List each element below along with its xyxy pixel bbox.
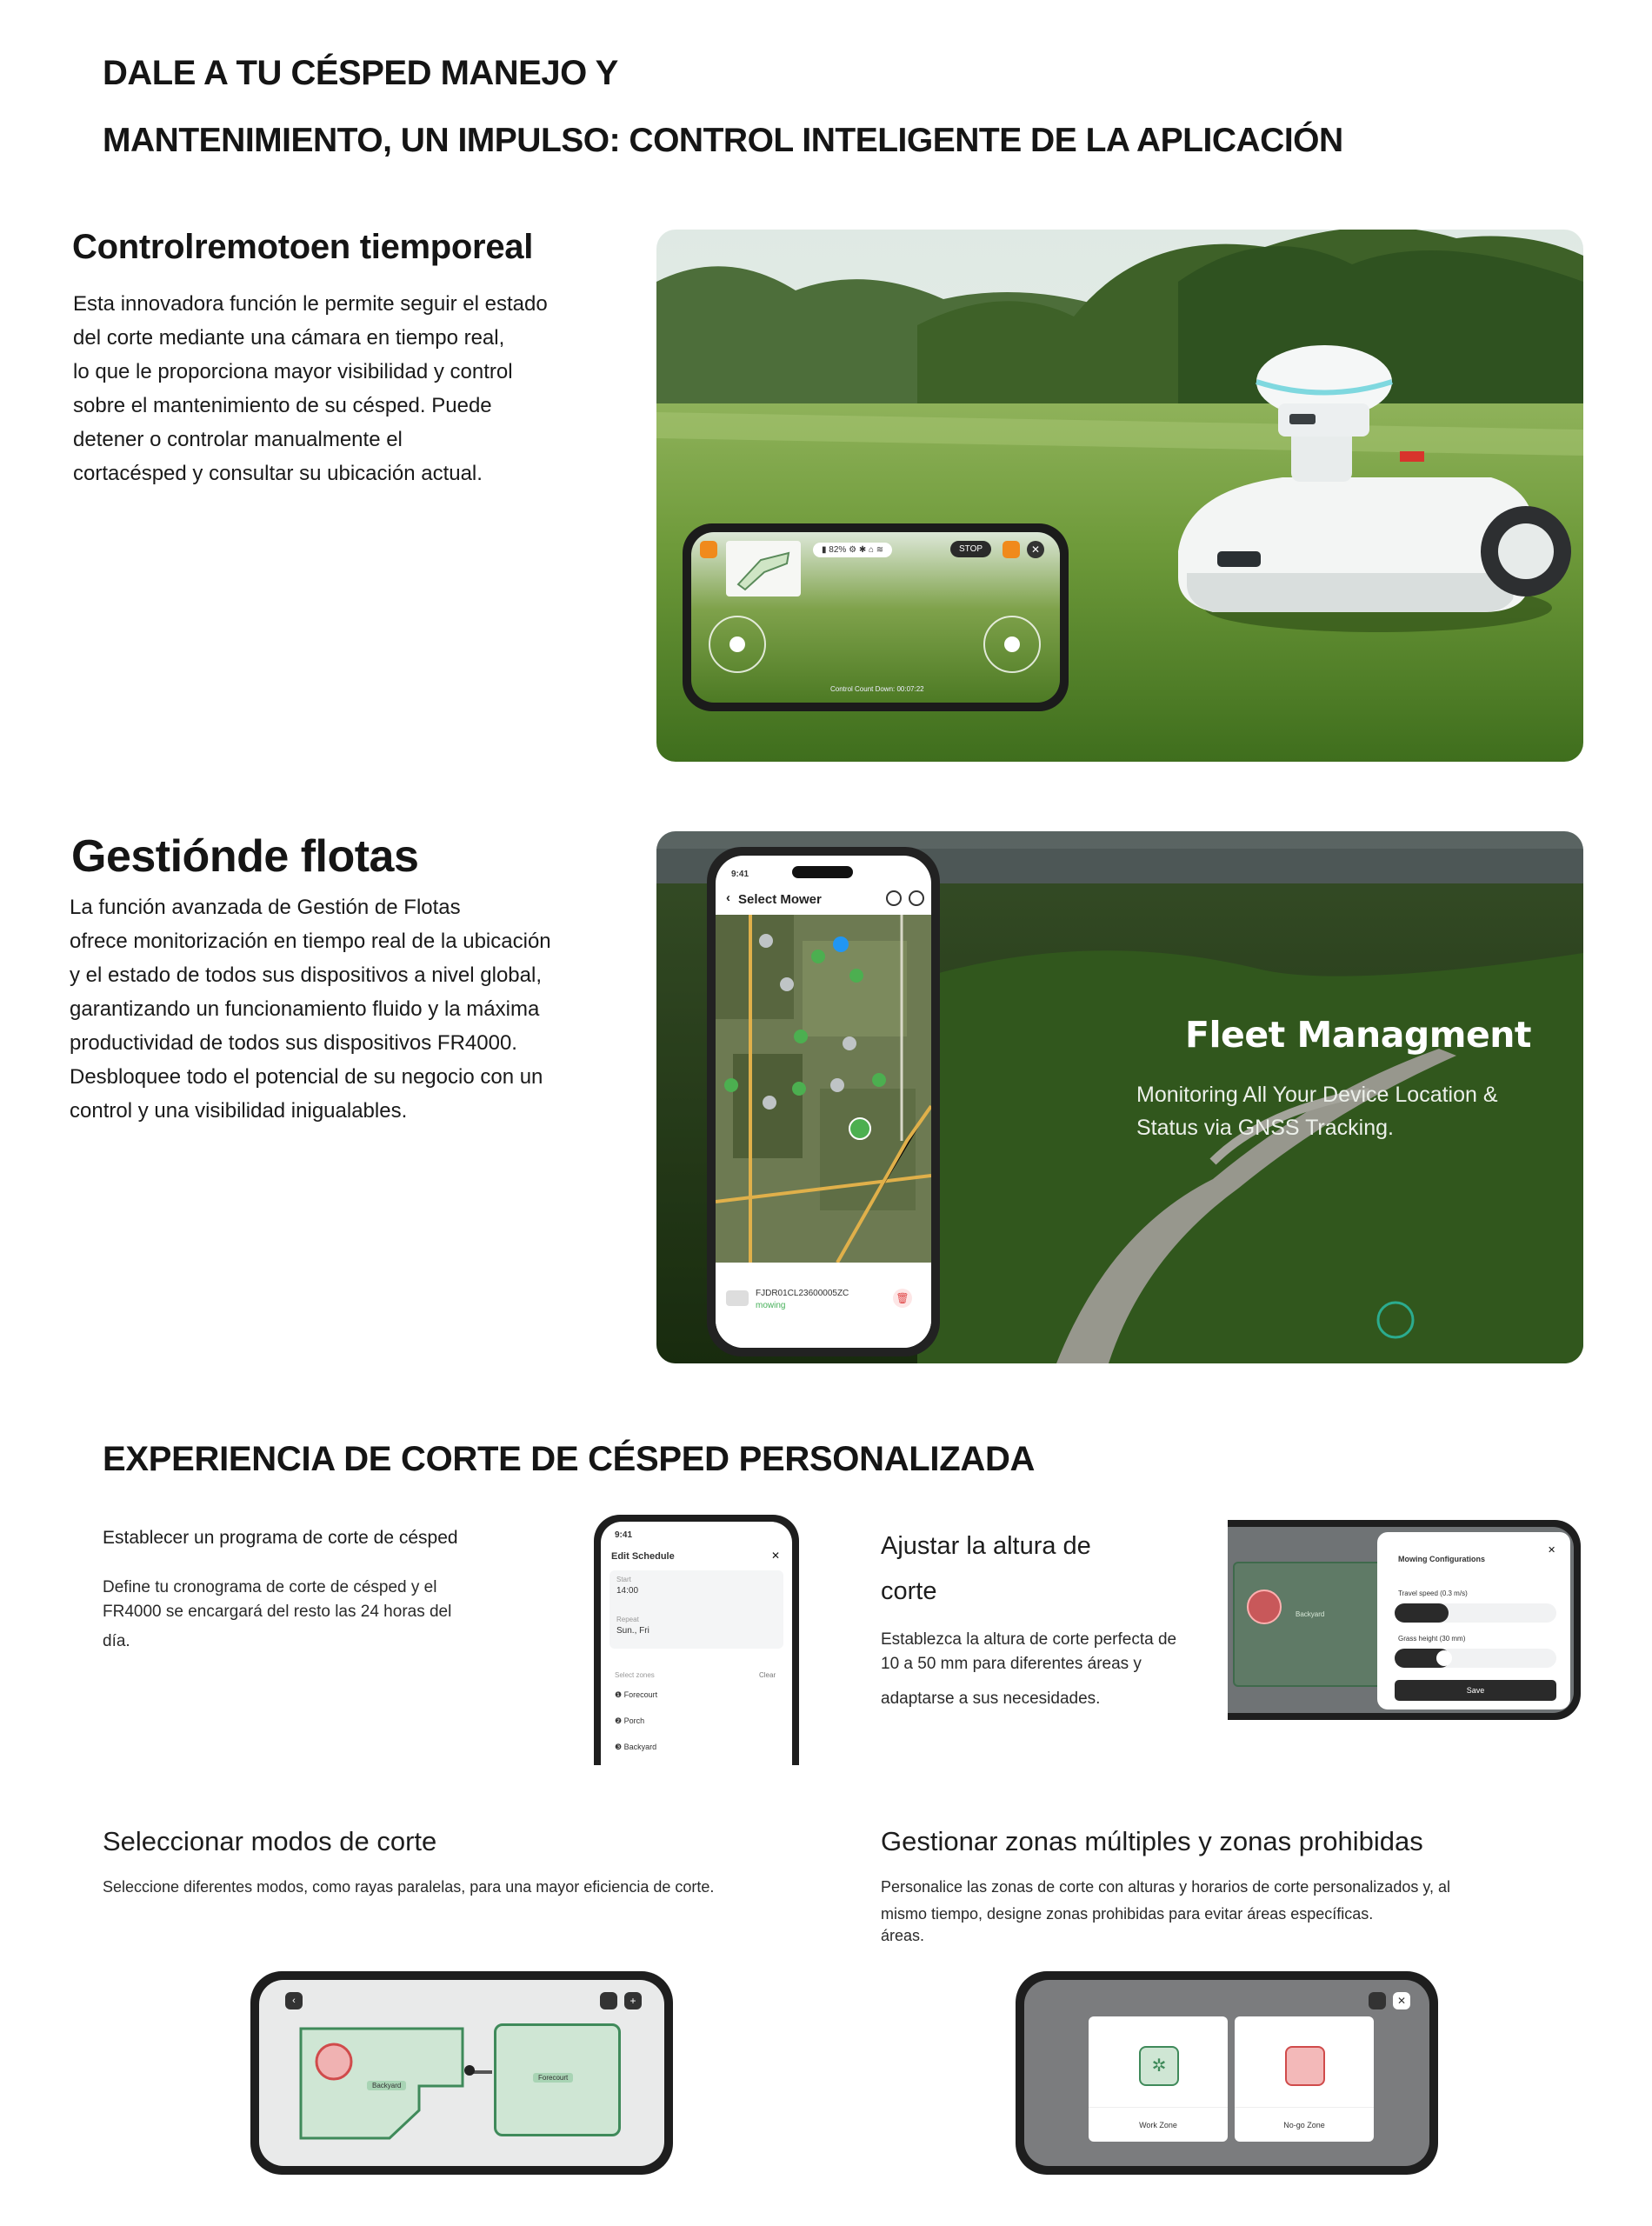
remote-line: sobre el mantenimiento de su césped. Puede (73, 394, 492, 417)
height-line: 10 a 50 mm para diferentes áreas y (881, 1655, 1142, 1673)
fleet-line: productividad de todos sus dispositivos FR4000. (70, 1031, 517, 1055)
settings-icon[interactable] (909, 890, 924, 906)
zones-line: mismo tiempo, designe zonas prohibidas para evitar áreas específicas. (881, 1905, 1374, 1923)
charging-station-icon (464, 2065, 475, 2076)
phone-time: 9:41 (615, 1530, 633, 1540)
zone-item[interactable]: ❷ Porch (615, 1716, 645, 1725)
mowing-config-panel (1377, 1532, 1570, 1709)
height-line: Establezca la altura de corte perfecta de (881, 1630, 1177, 1649)
fleet-title: Gestiónde flotas (71, 831, 419, 882)
select-mower-header: Select Mower (738, 892, 822, 907)
zones-label: Select zones (615, 1671, 655, 1679)
mower-photo (656, 230, 1583, 762)
countdown-status: Control Count Down: 00:07:22 (830, 685, 924, 693)
speed-option-selected[interactable] (1395, 1603, 1449, 1623)
header-line-2: MANTENIMIENTO, UN IMPULSO: CONTROL INTELIGENTE DE LA APLICACIÓN (103, 122, 1343, 159)
travel-speed-label: Travel speed (0.3 m/s) (1398, 1590, 1468, 1597)
close-icon[interactable]: ✕ (1027, 541, 1044, 558)
travel-speed-selector[interactable] (1395, 1603, 1556, 1623)
phone-time: 9:41 (731, 870, 749, 879)
zones-line: áreas. (881, 1927, 925, 1944)
work-zone-label: Work Zone (1139, 2121, 1177, 2129)
remote-description (73, 287, 612, 490)
schedule-form (610, 1570, 783, 1649)
remote-line: lo que le proporciona mayor visibilidad y control (73, 360, 513, 383)
fleet-image-sub-line: Status via GNSS Tracking. (1136, 1116, 1394, 1140)
clear-button[interactable]: Clear (759, 1671, 776, 1679)
remote-line: cortacésped y consultar su ubicación actual. (73, 462, 483, 485)
fleet-line: ofrece monitorización en tiempo real de la ubicación (70, 930, 551, 953)
back-icon[interactable]: ‹ (285, 1992, 303, 2009)
header-line-1: DALE A TU CÉSPED MANEJO Y (103, 54, 618, 92)
zones-description (881, 1874, 1542, 1949)
mini-map[interactable] (726, 541, 801, 596)
remote-title: Controlremotoen tiemporeal (72, 228, 534, 266)
close-icon[interactable]: ✕ (1393, 1992, 1410, 2009)
lawn-map[interactable] (1233, 1562, 1384, 1687)
remote-phone (683, 523, 1069, 711)
repeat-label: Repeat (616, 1616, 639, 1623)
modes-phone (250, 1971, 673, 2175)
fleet-line: control y una visibilidad inigualables. (70, 1099, 408, 1123)
forecourt-label: Forecourt (533, 2073, 573, 2083)
fleet-image-title: Fleet Managment (1185, 1014, 1532, 1056)
zones-line: Personalice las zonas de corte con alturas y horarios de corte personalizados y, al (881, 1878, 1451, 1896)
schedule-phone (594, 1515, 799, 1765)
close-icon[interactable]: ✕ (1548, 1545, 1556, 1556)
remote-line: detener o controlar manualmente el (73, 428, 403, 451)
remote-line: del corte mediante una cámara en tiempo real, (73, 326, 505, 350)
save-button[interactable]: Save (1395, 1680, 1556, 1701)
height-phone (1228, 1520, 1581, 1720)
modes-phone-screen (259, 1980, 664, 2166)
add-icon[interactable]: + (624, 1992, 642, 2009)
fleet-line: y el estado de todos sus dispositivos a nivel global, (70, 963, 542, 987)
backyard-zone[interactable] (297, 2023, 468, 2143)
height-title-line: corte (881, 1577, 937, 1605)
fleet-phone-screen (716, 856, 931, 1348)
zone-item[interactable]: ❸ Backyard (615, 1743, 657, 1751)
camera-icon[interactable] (1003, 541, 1020, 558)
delete-icon[interactable]: 🗑 (893, 1289, 912, 1308)
fleet-photo (656, 831, 1583, 1363)
fleet-line: La función avanzada de Gestión de Flotas (70, 896, 461, 919)
start-label: Start (616, 1576, 631, 1583)
mode-icon[interactable] (600, 1992, 617, 2009)
grass-height-label: Grass height (30 mm) (1398, 1635, 1466, 1643)
satellite-map-illustration (716, 915, 931, 1263)
remote-phone-screen (691, 532, 1060, 703)
fleet-line: garantizando un funcionamiento fluido y la máxima (70, 997, 540, 1021)
schedule-line: Define tu cronograma de corte de césped y el (103, 1578, 437, 1596)
fleet-phone (707, 847, 940, 1356)
edit-schedule-header: Edit Schedule (611, 1551, 675, 1562)
phone-notch (792, 866, 853, 878)
joystick-knob[interactable] (1004, 636, 1020, 652)
config-title: Mowing Configurations (1398, 1555, 1485, 1563)
zone-item[interactable]: ❶ Forecourt (615, 1690, 658, 1699)
backyard-label: Backyard (367, 2081, 406, 2090)
mini-map-path-icon (726, 541, 801, 596)
zone-label: Backyard (1296, 1610, 1325, 1618)
schedule-phone-screen (601, 1522, 792, 1765)
grass-icon: ✲ (1139, 2046, 1179, 2086)
stop-button[interactable]: STOP (950, 541, 991, 557)
height-line: adaptarse a sus necesidades. (881, 1689, 1101, 1708)
mower-thumbnail-icon (726, 1290, 749, 1306)
no-go-circle (1247, 1590, 1282, 1624)
height-title-line: Ajustar la altura de (881, 1532, 1091, 1560)
device-status: mowing (756, 1301, 786, 1310)
joystick-knob[interactable] (729, 636, 745, 652)
fleet-image-sub-line: Monitoring All Your Device Location & (1136, 1083, 1498, 1107)
selected-device-card[interactable] (716, 1273, 931, 1348)
zones-title: Gestionar zonas múltiples y zonas prohibidas (881, 1826, 1423, 1856)
back-chevron-icon[interactable]: ‹ (726, 890, 730, 905)
nogo-zone-footer (1235, 2107, 1374, 2143)
work-zone-footer (1089, 2107, 1228, 2143)
fleet-map[interactable] (716, 915, 931, 1263)
nogo-icon (1285, 2046, 1325, 2086)
battery-status: ▮ 82% ⚙ ✱ ⌂ ≋ (813, 543, 892, 557)
remote-line: Esta innovadora función le permite seguir el estado (73, 292, 548, 316)
layers-icon[interactable] (1369, 1992, 1386, 2009)
schedule-line: día. (103, 1632, 130, 1650)
zones-phone (1016, 1971, 1438, 2175)
modes-title: Seleccionar modos de corte (103, 1826, 437, 1856)
schedule-line: FR4000 se encargará del resto las 24 horas del (103, 1603, 452, 1621)
zone-name: Forecourt (623, 1690, 658, 1699)
work-zone-card[interactable] (1089, 2016, 1228, 2142)
add-icon[interactable] (886, 890, 902, 906)
slider-thumb[interactable] (1436, 1650, 1452, 1666)
right-joystick[interactable] (983, 616, 1041, 673)
menu-icon[interactable] (700, 541, 717, 558)
height-phone-screen (1228, 1527, 1574, 1713)
device-id: FJDR01CL23600005ZC (756, 1289, 849, 1298)
close-icon[interactable]: ✕ (771, 1550, 781, 1562)
fleet-image-subtitle (1136, 1078, 1498, 1144)
left-joystick[interactable] (709, 616, 766, 673)
height-description (881, 1628, 1229, 1711)
schedule-title: Establecer un programa de corte de césped (103, 1528, 458, 1548)
fleet-line: Desbloquee todo el potencial de su negocio con un (70, 1065, 543, 1089)
zone-name: Backyard (623, 1743, 657, 1751)
nogo-zone-label: No-go Zone (1283, 2121, 1325, 2129)
height-title (881, 1523, 1091, 1614)
repeat-value[interactable]: Sun., Fri (616, 1626, 649, 1636)
modes-text: Seleccione diferentes modos, como rayas paralelas, para una mayor eficiencia de corte. (103, 1878, 715, 1896)
battery-value: 82% (829, 545, 847, 555)
start-value[interactable]: 14:00 (616, 1586, 639, 1596)
forecourt-zone[interactable] (494, 2023, 621, 2136)
fleet-description (70, 890, 626, 1128)
zones-phone-screen (1024, 1980, 1429, 2166)
nogo-zone-card[interactable] (1235, 2016, 1374, 2142)
custom-title: EXPERIENCIA DE CORTE DE CÉSPED PERSONALIZADA (103, 1440, 1036, 1478)
schedule-description (103, 1576, 485, 1654)
zone-name: Porch (623, 1716, 645, 1725)
grass-height-slider[interactable] (1395, 1649, 1556, 1668)
